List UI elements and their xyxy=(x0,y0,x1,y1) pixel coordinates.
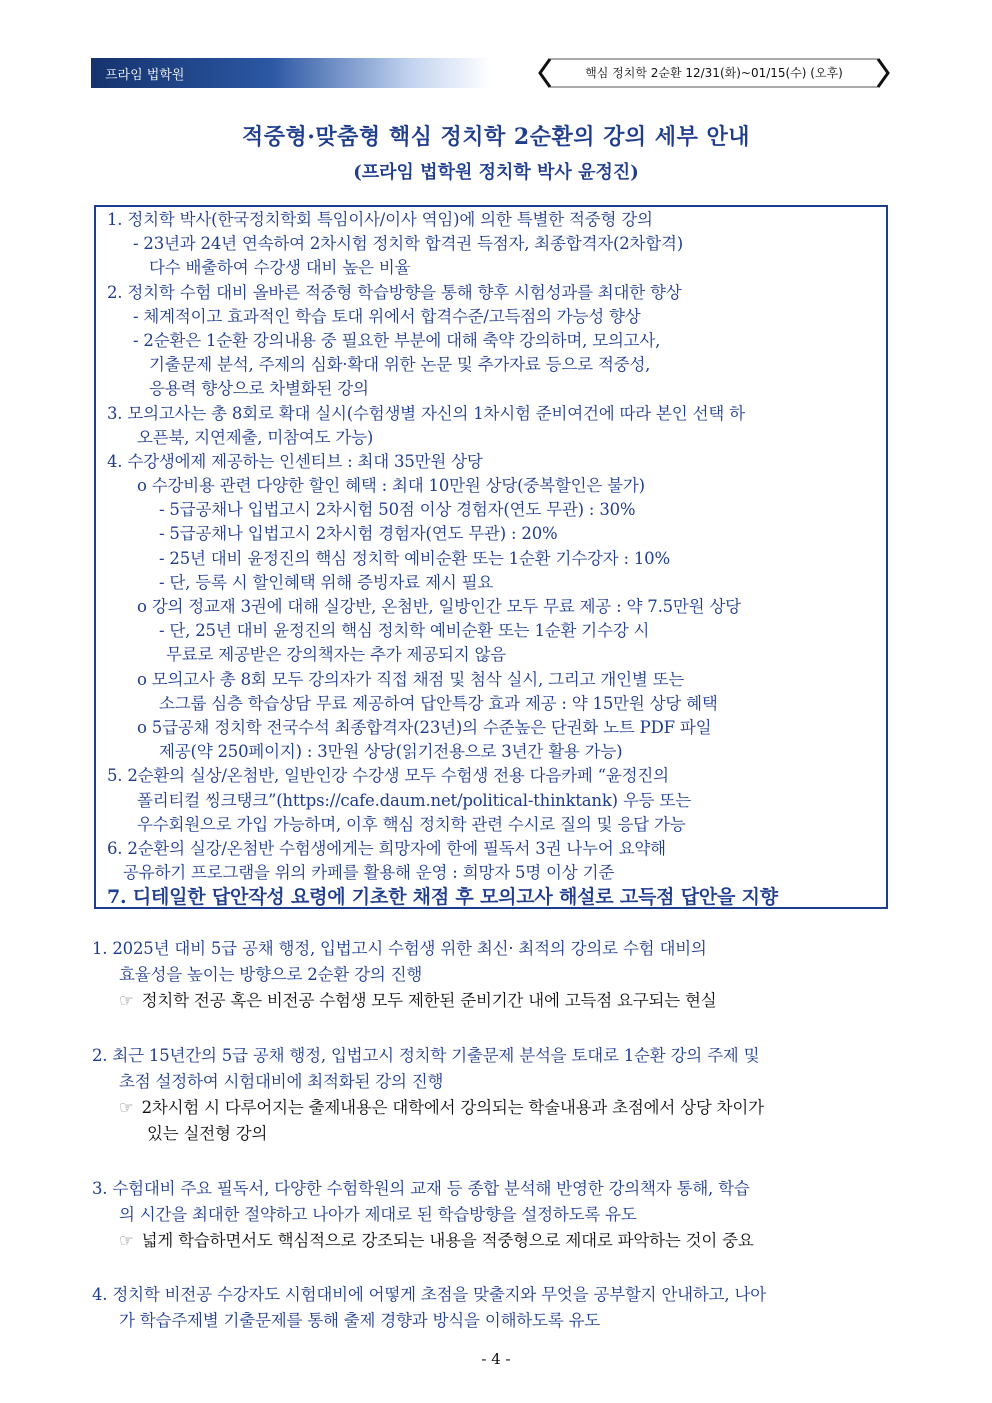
page-subtitle: (프라임 법학원 정치학 박사 윤정진) xyxy=(353,162,639,183)
box-line: o 강의 정교재 3권에 대해 실강반, 온첨반, 일방인간 모두 무료 제공 : 약 7.5만원 상당 xyxy=(137,597,741,616)
box-line: 폴리티컬 씽크탱크”(https://cafe.daum.net/political-thinktank) 우등 또는 xyxy=(137,790,691,810)
box-line: 1. 정치학 박사(한국정치학회 특임이사/이사 역임)에 의한 특별한 적중형 강의 xyxy=(107,210,653,229)
summary-box xyxy=(94,205,888,909)
box-line: 공유하기 프로그램을 위의 카페를 활용해 운영 : 희망자 5명 이상 기준 xyxy=(123,863,615,883)
section-line: 의 시간을 최대한 절약하고 나아가 제대로 된 학습방향을 설정하도록 유도 xyxy=(119,1205,637,1224)
note-text: 정치학 전공 혹은 비전공 수험생 모두 제한된 준비기간 내에 고득점 요구되는 현실 xyxy=(141,991,717,1010)
box-line: - 23년과 24년 연속하여 2차시험 정치학 합격권 득점자, 최종합격자(2차합격) xyxy=(133,234,683,254)
section-line: 2. 최근 15년간의 5급 공채 행정, 입법고시 정치학 기출문제 분석을 토대로 1순환 강의 주제 및 xyxy=(92,1046,760,1065)
section-note xyxy=(92,1228,902,1254)
box-line: 7. 디테일한 답안작성 요령에 기초한 채점 후 모의고사 해설로 고득점 답안을 지향 xyxy=(107,886,778,909)
section-note: 있는 실전형 강의 xyxy=(147,1124,268,1143)
header-org-label xyxy=(91,58,491,88)
pointing-hand-icon: ☞ xyxy=(119,991,134,1010)
pointing-hand-icon: ☞ xyxy=(119,1098,134,1117)
section-line: 초점 설정하여 시험대비에 최적화된 강의 진행 xyxy=(119,1072,444,1091)
pointing-hand-icon: ☞ xyxy=(119,1231,134,1250)
box-line: o 모의고사 총 8회 모두 강의자가 직접 채점 및 첨삭 실시, 그리고 개인별 또는 xyxy=(137,669,685,689)
box-line: 4. 수강생에제 제공하는 인센티브 : 최대 35만원 상당 xyxy=(107,451,483,471)
header-course-label xyxy=(536,58,892,88)
box-line: 기출문제 분석, 주제의 심화·확대 위한 논문 및 추가자료 등으로 적중성, xyxy=(149,355,651,375)
box-line: o 5급공채 정치학 전국수석 최종합격자(23년)의 수준높은 단권화 노트 PDF 파일 xyxy=(137,717,712,737)
header-course-text: 핵심 정치학 2순환 12/31(화)~01/15(수) (오후) xyxy=(585,66,843,80)
section-line: 4. 정치학 비전공 수강자도 시험대비에 어떻게 초점을 맞출지와 무엇을 공부할지 안내하고, 나아 xyxy=(92,1285,766,1304)
box-line: - 체계적이고 효과적인 학습 토대 위에서 합격수준/고득점의 가능성 향상 xyxy=(133,306,641,326)
section-line: 가 학습주제별 기출문제를 통해 출제 경향과 방식을 이해하도록 유도 xyxy=(119,1311,601,1330)
section-line: 1. 2025년 대비 5급 공채 행정, 입법고시 수험생 위한 최신· 최적의 강의로 수험 대비의 xyxy=(92,939,707,958)
box-line: 오픈북, 지연제출, 미참여도 가능) xyxy=(137,427,374,447)
box-line: 제공(약 250페이지) : 3만원 상당(읽기전용으로 3년간 활용 가능) xyxy=(159,742,623,762)
box-line: o 수강비용 관련 다양한 할인 혜택 : 최대 10만원 상당(중복할인은 불가) xyxy=(137,476,645,496)
box-line: - 25년 대비 윤정진의 핵심 정치학 예비순환 또는 1순환 기수강자 : 10% xyxy=(159,548,670,568)
box-line: - 5급공채나 입법고시 2차시험 경험자(연도 무관) : 20% xyxy=(159,524,558,544)
page-number: - 4 - xyxy=(481,1350,511,1368)
box-line: 다수 배출하여 수강생 대비 높은 비율 xyxy=(149,258,411,278)
section-line: 3. 수험대비 주요 필독서, 다양한 수험학원의 교재 등 종합 분석해 반영한 강의책자 통해, 학습 xyxy=(92,1179,750,1198)
section-note xyxy=(92,988,902,1014)
box-line: 3. 모의고사는 총 8회로 확대 실시(수험생별 자신의 1차시험 준비여건에 따라 본인 선택 하 xyxy=(107,403,745,423)
section-3 xyxy=(92,1176,902,1254)
section-1 xyxy=(92,936,902,1014)
box-line: 우수회원으로 가입 가능하며, 이후 핵심 정치학 관련 수시로 질의 및 응답 가능 xyxy=(137,814,686,834)
note-text: 2차시험 시 다루어지는 출제내용은 대학에서 강의되는 학술내용과 초점에서 상당 차이가 xyxy=(141,1098,764,1117)
page-title: 적중형·맞춤형 핵심 정치학 2순환의 강의 세부 안내 xyxy=(242,124,750,150)
box-line: - 2순환은 1순환 강의내용 중 필요한 부분에 대해 축약 강의하며, 모의고사, xyxy=(133,330,661,350)
box-line: 2. 정치학 수험 대비 올바른 적중형 학습방향을 통해 향후 시험성과를 최대한 향상 xyxy=(107,282,682,302)
box-line: 5. 2순환의 실상/온첨반, 일반인강 수강생 모두 수험생 전용 다음카페 “윤정진의 xyxy=(107,766,669,786)
note-text: 넓게 학습하면서도 핵심적으로 강조되는 내용을 적중형으로 제대로 파악하는 것이 중요 xyxy=(141,1231,754,1250)
box-line: 무료로 제공받은 강의책자는 추가 제공되지 않음 xyxy=(166,645,507,665)
box-line: - 단, 25년 대비 윤정진의 핵심 정치학 예비순환 또는 1순환 기수강 시 xyxy=(159,621,650,641)
box-line: 응용력 향상으로 차별화된 강의 xyxy=(149,379,369,399)
section-4 xyxy=(92,1282,902,1334)
section-2 xyxy=(92,1043,902,1147)
section-note xyxy=(92,1095,902,1121)
box-line: - 5급공채나 입법고시 2차시험 50점 이상 경험자(연도 무관) : 30% xyxy=(159,500,636,520)
header-org-text: 프라임 법학원 xyxy=(105,68,185,83)
box-line: - 단, 등록 시 할인혜택 위해 증빙자료 제시 필요 xyxy=(159,572,494,592)
box-line: 소그룹 심층 학습상담 무료 제공하여 답안특강 효과 제공 : 약 15만원 상당 혜택 xyxy=(159,693,718,713)
box-line: 6. 2순환의 실강/온첨반 수험생에게는 희망자에 한에 필독서 3권 나누어 요약해 xyxy=(107,838,666,858)
section-line: 효율성을 높이는 방향으로 2순환 강의 진행 xyxy=(119,965,423,984)
